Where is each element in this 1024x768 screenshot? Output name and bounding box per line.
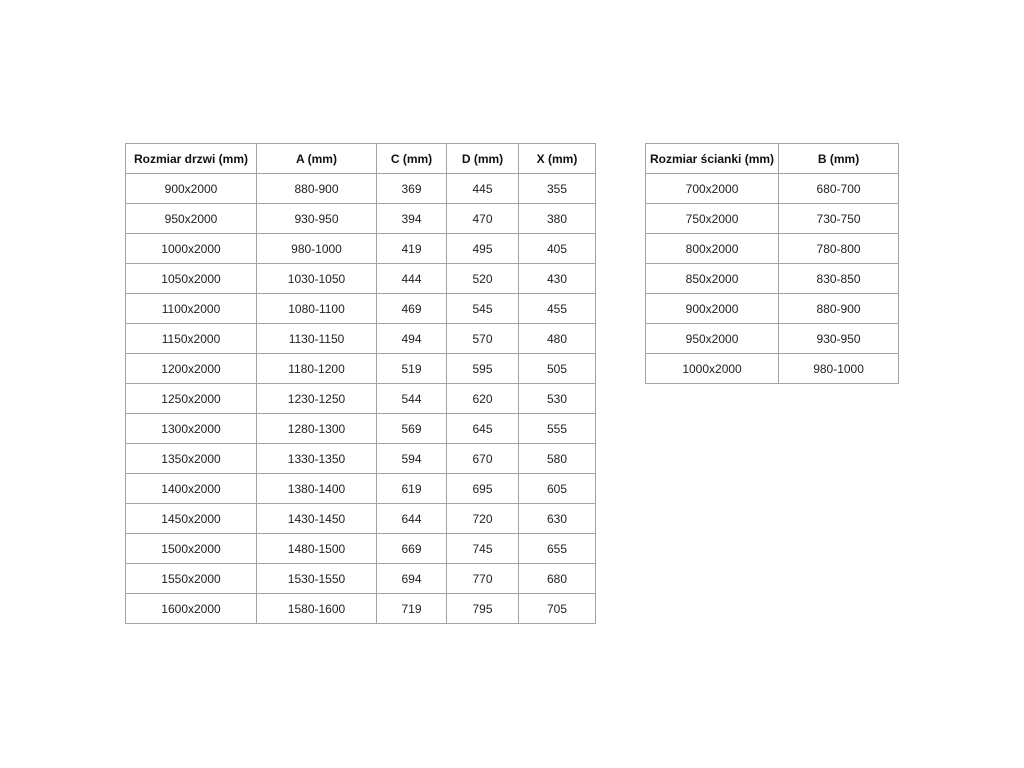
table-cell: 930-950 (257, 204, 377, 234)
table-cell: 444 (377, 264, 447, 294)
table-cell: 1330-1350 (257, 444, 377, 474)
table-cell: 495 (447, 234, 519, 264)
table-cell: 494 (377, 324, 447, 354)
table-cell: 1430-1450 (257, 504, 377, 534)
table-cell: 880-900 (779, 294, 899, 324)
table-cell: 570 (447, 324, 519, 354)
table-cell: 850x2000 (646, 264, 779, 294)
table-row (126, 204, 596, 234)
table-row (646, 324, 899, 354)
table-cell: 1550x2000 (126, 564, 257, 594)
table-cell: 1400x2000 (126, 474, 257, 504)
table-cell: 900x2000 (646, 294, 779, 324)
header-row (126, 144, 596, 174)
table-cell: 1300x2000 (126, 414, 257, 444)
table-cell: 694 (377, 564, 447, 594)
table-cell: 705 (519, 594, 596, 624)
table-row (126, 594, 596, 624)
table-row (646, 174, 899, 204)
table-cell: 795 (447, 594, 519, 624)
column-header: A (mm) (257, 144, 377, 174)
table-cell: 605 (519, 474, 596, 504)
table-row (646, 264, 899, 294)
column-header: D (mm) (447, 144, 519, 174)
table-cell: 1500x2000 (126, 534, 257, 564)
table-cell: 595 (447, 354, 519, 384)
header-row (646, 144, 899, 174)
table-row (126, 324, 596, 354)
table-cell: 545 (447, 294, 519, 324)
table-cell: 695 (447, 474, 519, 504)
wall-dimensions-table-header (646, 144, 899, 174)
table-cell: 394 (377, 204, 447, 234)
column-header: C (mm) (377, 144, 447, 174)
table-cell: 745 (447, 534, 519, 564)
table-row (126, 504, 596, 534)
table-cell: 430 (519, 264, 596, 294)
table-cell: 469 (377, 294, 447, 324)
table-cell: 1280-1300 (257, 414, 377, 444)
table-cell: 569 (377, 414, 447, 444)
door-dimensions-table-header (126, 144, 596, 174)
table-cell: 505 (519, 354, 596, 384)
table-cell: 445 (447, 174, 519, 204)
table-cell: 620 (447, 384, 519, 414)
table-cell: 380 (519, 204, 596, 234)
column-header: Rozmiar drzwi (mm) (126, 144, 257, 174)
table-row (126, 414, 596, 444)
table-cell: 544 (377, 384, 447, 414)
table-cell: 770 (447, 564, 519, 594)
table-cell: 980-1000 (257, 234, 377, 264)
table-row (126, 294, 596, 324)
table-cell: 555 (519, 414, 596, 444)
table-cell: 520 (447, 264, 519, 294)
table-cell: 594 (377, 444, 447, 474)
table-cell: 930-950 (779, 324, 899, 354)
table-cell: 950x2000 (646, 324, 779, 354)
table-cell: 720 (447, 504, 519, 534)
table-cell: 405 (519, 234, 596, 264)
table-cell: 369 (377, 174, 447, 204)
column-header: B (mm) (779, 144, 899, 174)
table-cell: 1100x2000 (126, 294, 257, 324)
table-cell: 669 (377, 534, 447, 564)
table-cell: 730-750 (779, 204, 899, 234)
table-row (126, 444, 596, 474)
table-cell: 780-800 (779, 234, 899, 264)
table-cell: 1080-1100 (257, 294, 377, 324)
table-cell: 480 (519, 324, 596, 354)
table-cell: 530 (519, 384, 596, 414)
table-row (646, 204, 899, 234)
table-cell: 645 (447, 414, 519, 444)
table-cell: 1580-1600 (257, 594, 377, 624)
table-cell: 1480-1500 (257, 534, 377, 564)
table-row (646, 234, 899, 264)
table-cell: 1380-1400 (257, 474, 377, 504)
table-row (646, 354, 899, 384)
table-cell: 1350x2000 (126, 444, 257, 474)
table-row (126, 384, 596, 414)
table-cell: 950x2000 (126, 204, 257, 234)
table-cell: 630 (519, 504, 596, 534)
table-cell: 619 (377, 474, 447, 504)
table-cell: 1200x2000 (126, 354, 257, 384)
table-cell: 1130-1150 (257, 324, 377, 354)
door-dimensions-table-body (126, 174, 596, 624)
table-row (646, 294, 899, 324)
table-cell: 1180-1200 (257, 354, 377, 384)
table-cell: 644 (377, 504, 447, 534)
table-cell: 900x2000 (126, 174, 257, 204)
table-cell: 719 (377, 594, 447, 624)
table-cell: 455 (519, 294, 596, 324)
table-cell: 680 (519, 564, 596, 594)
table-cell: 1230-1250 (257, 384, 377, 414)
table-cell: 519 (377, 354, 447, 384)
table-cell: 1250x2000 (126, 384, 257, 414)
table-row (126, 264, 596, 294)
table-cell: 980-1000 (779, 354, 899, 384)
table-row (126, 474, 596, 504)
table-cell: 800x2000 (646, 234, 779, 264)
column-header: X (mm) (519, 144, 596, 174)
table-row (126, 174, 596, 204)
table-cell: 470 (447, 204, 519, 234)
table-cell: 355 (519, 174, 596, 204)
wall-dimensions-table (645, 143, 899, 384)
table-cell: 880-900 (257, 174, 377, 204)
table-row (126, 234, 596, 264)
column-header: Rozmiar ścianki (mm) (646, 144, 779, 174)
table-cell: 1450x2000 (126, 504, 257, 534)
table-cell: 1000x2000 (646, 354, 779, 384)
table-cell: 670 (447, 444, 519, 474)
door-dimensions-table (125, 143, 596, 624)
table-cell: 750x2000 (646, 204, 779, 234)
table-cell: 419 (377, 234, 447, 264)
table-cell: 1600x2000 (126, 594, 257, 624)
table-cell: 1030-1050 (257, 264, 377, 294)
table-row (126, 534, 596, 564)
table-row (126, 354, 596, 384)
table-cell: 1000x2000 (126, 234, 257, 264)
table-cell: 1530-1550 (257, 564, 377, 594)
table-row (126, 564, 596, 594)
wall-dimensions-table-body (646, 174, 899, 384)
table-cell: 1050x2000 (126, 264, 257, 294)
table-cell: 700x2000 (646, 174, 779, 204)
table-cell: 830-850 (779, 264, 899, 294)
table-cell: 580 (519, 444, 596, 474)
table-cell: 1150x2000 (126, 324, 257, 354)
table-cell: 680-700 (779, 174, 899, 204)
table-cell: 655 (519, 534, 596, 564)
